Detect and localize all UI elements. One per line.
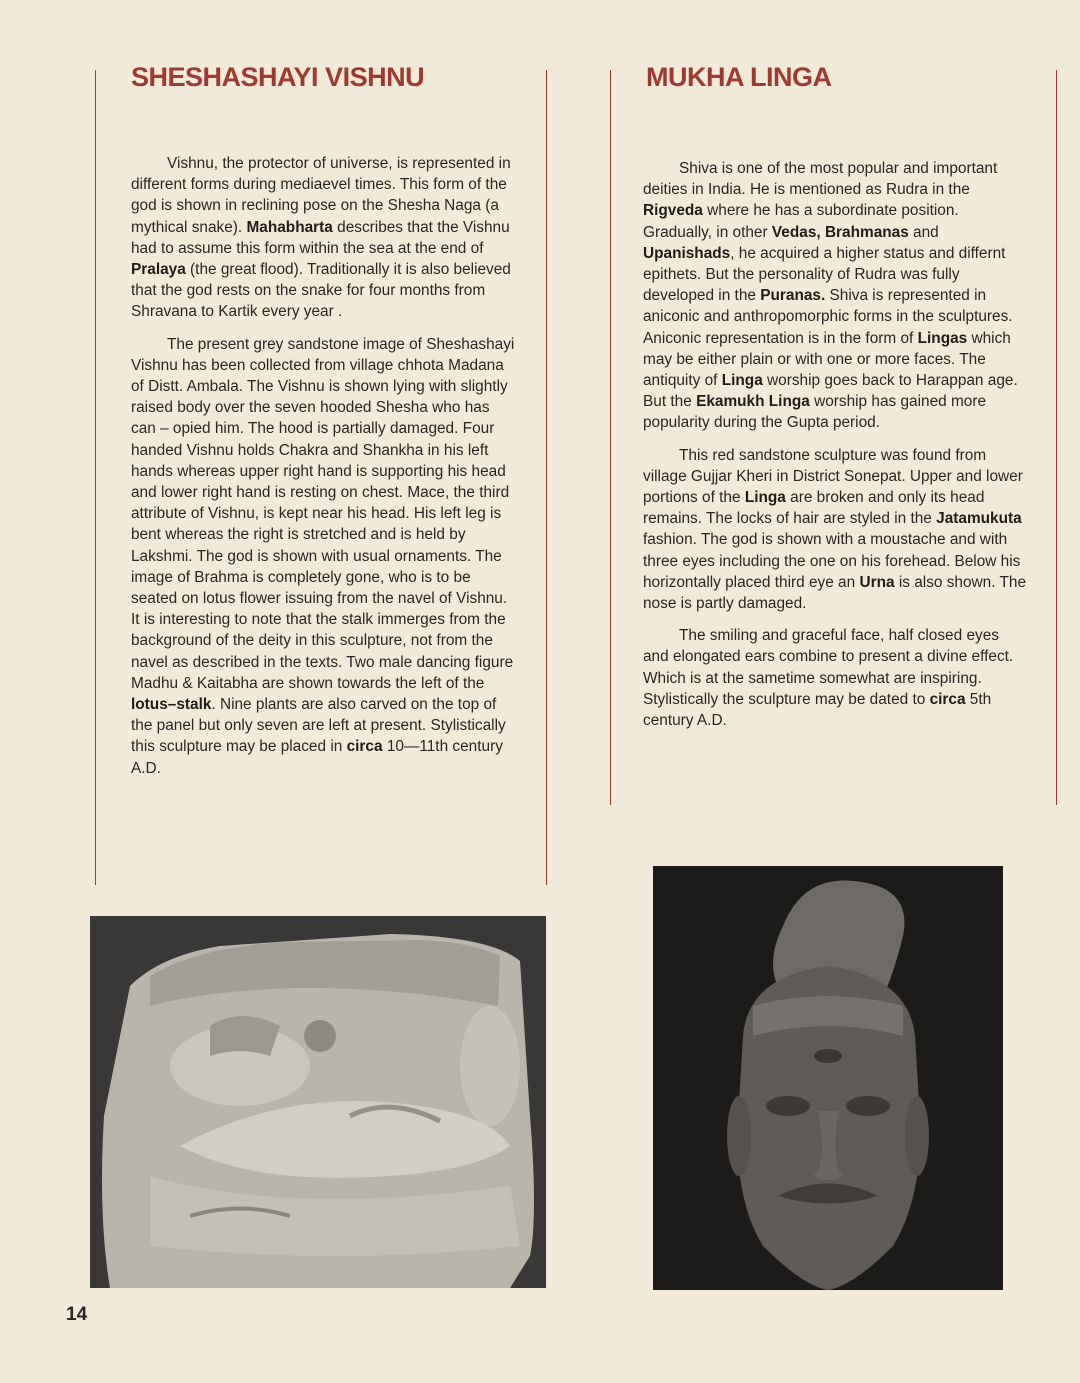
right-column-rule-right: [1056, 70, 1057, 805]
mukha-linga-photo: [653, 866, 1003, 1290]
left-column-title: SHESHASHAYI VISHNU: [131, 62, 425, 92]
right-column-body: [643, 158, 1026, 742]
right-paragraph-3: The smiling and graceful face, half closed eyes and elongated ears combine to present a divine effect. Which is at the sametime somewhat are inspiring. Stylistically the sculpture may be dated to circa 5th century A.D.: [643, 627, 1014, 730]
right-paragraph-2: This red sandstone sculpture was found from village Gujjar Kheri in District Sonepat. Upper and lower portions of the Linga are broken and only its head remains. The locks of hair are styled in the Jatamukuta fashion. The god is shown with a moustache and with three eyes including the one on his forehead. Below his horizontally placed third eye an Urna is also shown. The nose is partly damaged.: [643, 446, 1027, 613]
left-column-rule-left: [95, 70, 96, 885]
left-column-rule-right: [546, 70, 547, 885]
right-column-title: MUKHA LINGA: [646, 62, 832, 92]
mukha-linga-illustration: [653, 866, 1003, 1290]
page-number: 14: [66, 1304, 88, 1325]
left-paragraph-2: The present grey sandstone image of Sheshashayi Vishnu has been collected from village chhota Madana of Distt. Ambala. The Vishnu is shown lying with slightly raised body over the seven hooded Shesha who has can – opied him. The hood is partially damaged. Four handed Vishnu holds Chakra and Shankha in his left hands whereas upper right hand is supporting his head and lower right hand is resting on chest. Mace, the third attribute of Vishnu, is kept near his head. His left leg is bent whereas the right is stretched and is held by Lakshmi. The god is shown with usual ornaments. The image of Brahma is completely gone, who is to be seated on lotus flower issuing from the navel of Vishnu. It is interesting to note that the stalk immerges from the background of the deity in this sculpture, not from the navel as described in the texts. Two male dancing figure Madhu & Kaitabha are shown towards the left of the lotus–stalk. Nine plants are also carved on the top of the panel but only seven are left at present. Stylistically this sculpture may be placed in circa 10—11th century A.D.: [131, 335, 515, 777]
left-paragraph-1: Vishnu, the protector of universe, is represented in different forms during mediaevel times. This form of the god is shown in reclining pose on the Shesha Naga (a mythical snake). Mahabharta describes that the Vishnu had to assume this form within the sea at the end of Pralaya (the great flood). Traditionally it is also believed that the god rests on the snake for four months from Shravana to Kartik every year .: [131, 155, 511, 321]
left-column-body: [131, 153, 517, 790]
right-paragraph-1: Shiva is one of the most popular and important deities in India. He is mentioned as Rudra in the Rigveda where he has a subordinate position. Gradually, in other Vedas, Brahmanas and Upanishads, he acquired a higher status and differnt epithets. But the personality of Rudra was fully developed in the Puranas. Shiva is represented in aniconic and anthropomorphic forms in the sculptures. Aniconic representation is in the form of Lingas which may be either plain or with one or more faces. The antiquity of Linga worship goes back to Harappan age. But the Ekamukh Linga worship has gained more popularity during the Gupta period.: [643, 160, 1018, 432]
vishnu-sculpture-illustration: [90, 916, 546, 1288]
right-column-rule-left: [610, 70, 611, 805]
vishnu-sculpture-photo: [90, 916, 546, 1288]
